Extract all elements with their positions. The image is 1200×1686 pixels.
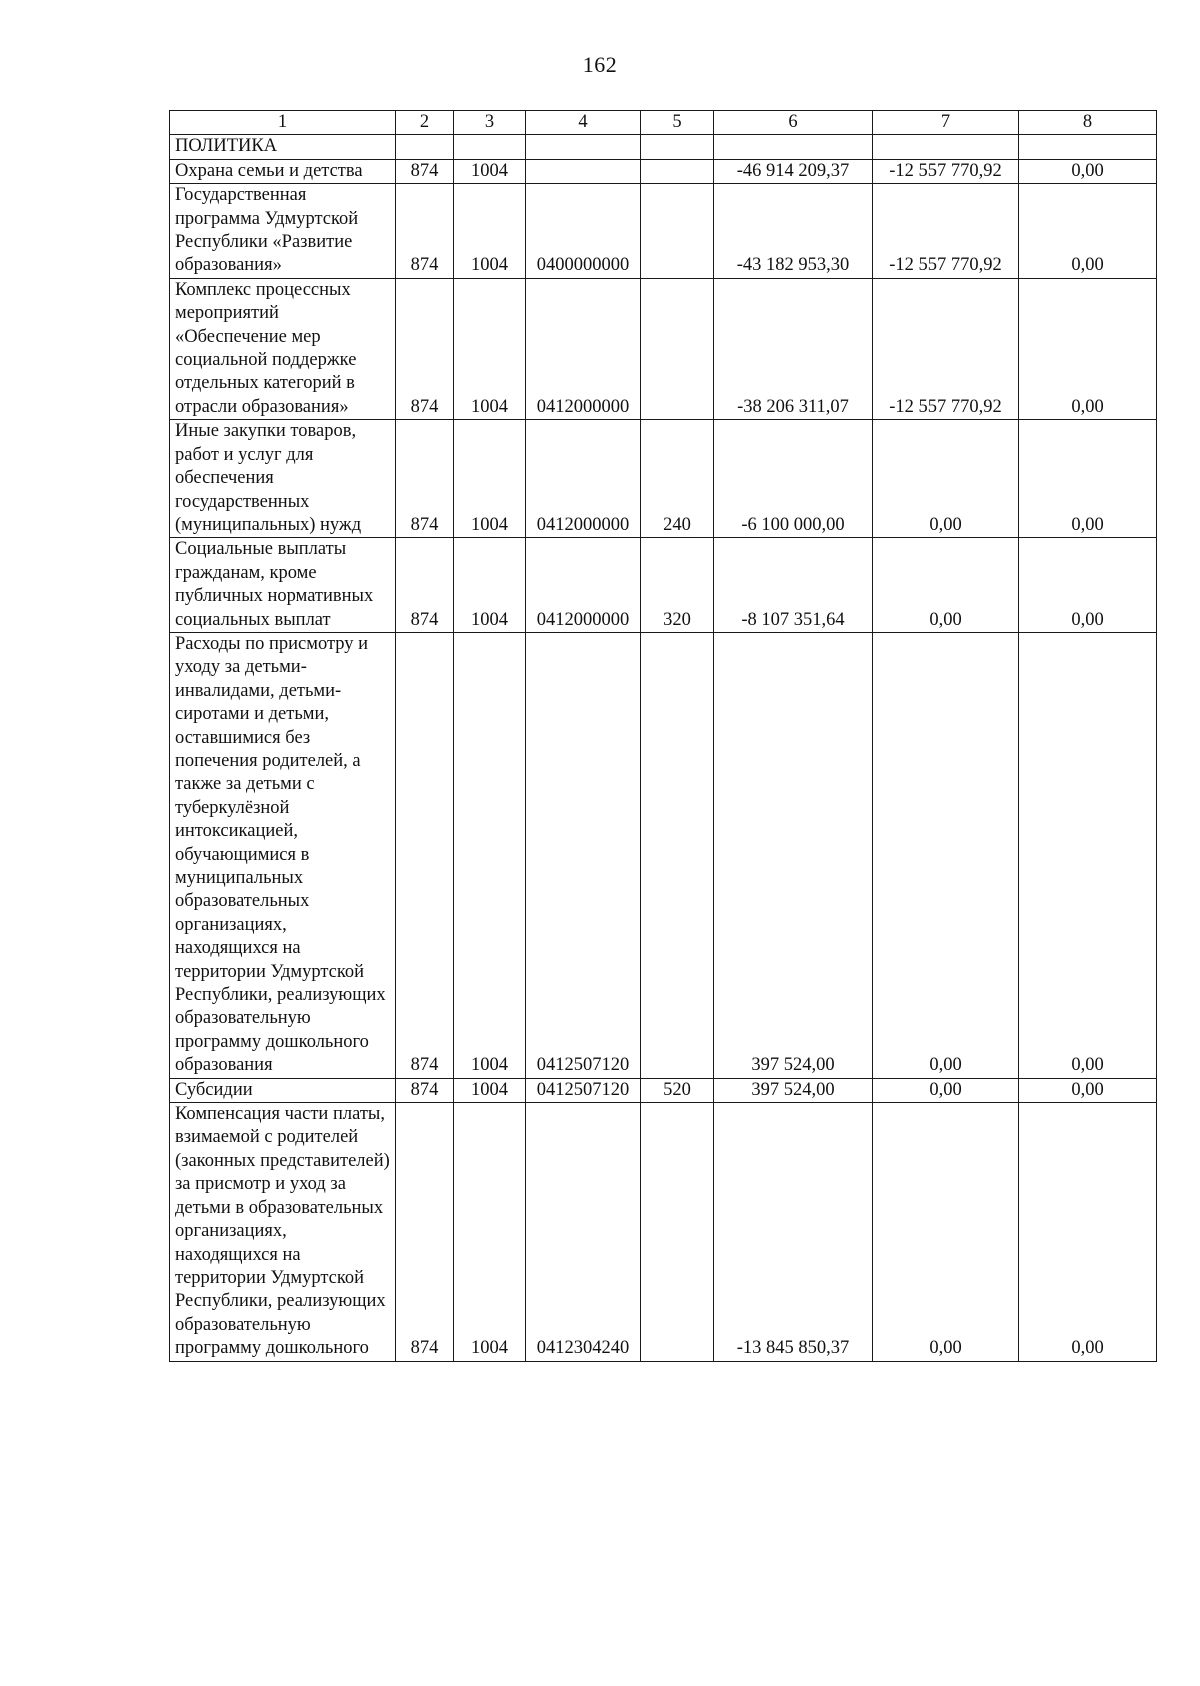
empty-cell [396, 135, 454, 159]
section-code: 1004 [454, 159, 526, 183]
header-cell: 1 [170, 111, 396, 135]
amount-col8: 0,00 [1019, 184, 1157, 279]
amount-col7: -12 557 770,92 [873, 278, 1019, 419]
header-cell: 4 [526, 111, 641, 135]
table-row [170, 632, 1157, 1078]
section-code: 1004 [454, 420, 526, 538]
target-article: 0400000000 [526, 184, 641, 279]
section-code: 1004 [454, 278, 526, 419]
row-name: Государственная программа Удмуртской Республики «Развитие образования» [170, 184, 396, 279]
amount-col7: -12 557 770,92 [873, 159, 1019, 183]
amount-col6: 397 524,00 [714, 1078, 873, 1102]
expense-type: 240 [641, 420, 714, 538]
header-cell: 7 [873, 111, 1019, 135]
row-name: Субсидии [170, 1078, 396, 1102]
amount-col8: 0,00 [1019, 159, 1157, 183]
empty-cell [873, 135, 1019, 159]
header-cell: 5 [641, 111, 714, 135]
section-code: 1004 [454, 184, 526, 279]
amount-col7: 0,00 [873, 1078, 1019, 1102]
ministry-code: 874 [396, 632, 454, 1078]
header-cell: 6 [714, 111, 873, 135]
expense-type: 320 [641, 538, 714, 633]
target-article: 0412000000 [526, 420, 641, 538]
amount-col7: 0,00 [873, 1103, 1019, 1361]
section-code: 1004 [454, 1103, 526, 1361]
amount-col8: 0,00 [1019, 538, 1157, 633]
expense-type: 520 [641, 1078, 714, 1102]
empty-cell [454, 135, 526, 159]
ministry-code: 874 [396, 1103, 454, 1361]
expense-type [641, 159, 714, 183]
ministry-code: 874 [396, 159, 454, 183]
table-row [170, 159, 1157, 183]
amount-col7: 0,00 [873, 420, 1019, 538]
table-row [170, 420, 1157, 538]
amount-col8: 0,00 [1019, 420, 1157, 538]
amount-col8: 0,00 [1019, 632, 1157, 1078]
empty-cell [714, 135, 873, 159]
section-code: 1004 [454, 538, 526, 633]
empty-cell [1019, 135, 1157, 159]
amount-col7: 0,00 [873, 538, 1019, 633]
table-row [170, 1103, 1157, 1361]
empty-cell [641, 135, 714, 159]
ministry-code: 874 [396, 278, 454, 419]
row-name: Охрана семьи и детства [170, 159, 396, 183]
row-name: Социальные выплаты гражданам, кроме публичных нормативных социальных выплат [170, 538, 396, 633]
table-row [170, 278, 1157, 419]
table-row [170, 184, 1157, 279]
page-number: 162 [582, 52, 618, 77]
header-cell: 3 [454, 111, 526, 135]
section-code: 1004 [454, 1078, 526, 1102]
row-name: Расходы по присмотру и уходу за детьми-инвалидами, детьми-сиротами и детьми, оставшимися без попечения родителей, а также за детьми с туберкулёзной интоксикацией, обучающимися в муниципальных образовательных организациях, находящихся на территории Удмуртской Республики, реализующих образовательную программу дошкольного образования [170, 632, 396, 1078]
expense-type [641, 278, 714, 419]
empty-cell [526, 135, 641, 159]
target-article: 0412507120 [526, 632, 641, 1078]
ministry-code: 874 [396, 184, 454, 279]
amount-col6: -8 107 351,64 [714, 538, 873, 633]
target-article: 0412507120 [526, 1078, 641, 1102]
section-row [170, 135, 1157, 159]
ministry-code: 874 [396, 420, 454, 538]
expense-type [641, 184, 714, 279]
ministry-code: 874 [396, 1078, 454, 1102]
amount-col8: 0,00 [1019, 1103, 1157, 1361]
amount-col7: 0,00 [873, 632, 1019, 1078]
target-article: 0412000000 [526, 278, 641, 419]
amount-col8: 0,00 [1019, 1078, 1157, 1102]
amount-col7: -12 557 770,92 [873, 184, 1019, 279]
table-row [170, 538, 1157, 633]
amount-col6: 397 524,00 [714, 632, 873, 1078]
table-header-row [170, 111, 1157, 135]
target-article [526, 159, 641, 183]
amount-col6: -46 914 209,37 [714, 159, 873, 183]
header-cell: 2 [396, 111, 454, 135]
amount-col8: 0,00 [1019, 278, 1157, 419]
header-cell: 8 [1019, 111, 1157, 135]
row-name: Иные закупки товаров, работ и услуг для обеспечения государственных (муниципальных) нужд [170, 420, 396, 538]
ministry-code: 874 [396, 538, 454, 633]
section-label: ПОЛИТИКА [170, 135, 396, 159]
row-name: Компенсация части платы, взимаемой с родителей (законных представителей) за присмотр и уход за детьми в образовательных организациях, находящихся на территории Удмуртской Республики, реализующих образовательную программу дошкольного [170, 1103, 396, 1361]
expense-type [641, 632, 714, 1078]
target-article: 0412304240 [526, 1103, 641, 1361]
amount-col6: -43 182 953,30 [714, 184, 873, 279]
amount-col6: -13 845 850,37 [714, 1103, 873, 1361]
section-code: 1004 [454, 632, 526, 1078]
table-row [170, 1078, 1157, 1102]
row-name: Комплекс процессных мероприятий «Обеспечение мер социальной поддержке отдельных категорий в отрасли образования» [170, 278, 396, 419]
budget-table [169, 110, 1157, 1362]
amount-col6: -38 206 311,07 [714, 278, 873, 419]
target-article: 0412000000 [526, 538, 641, 633]
amount-col6: -6 100 000,00 [714, 420, 873, 538]
expense-type [641, 1103, 714, 1361]
